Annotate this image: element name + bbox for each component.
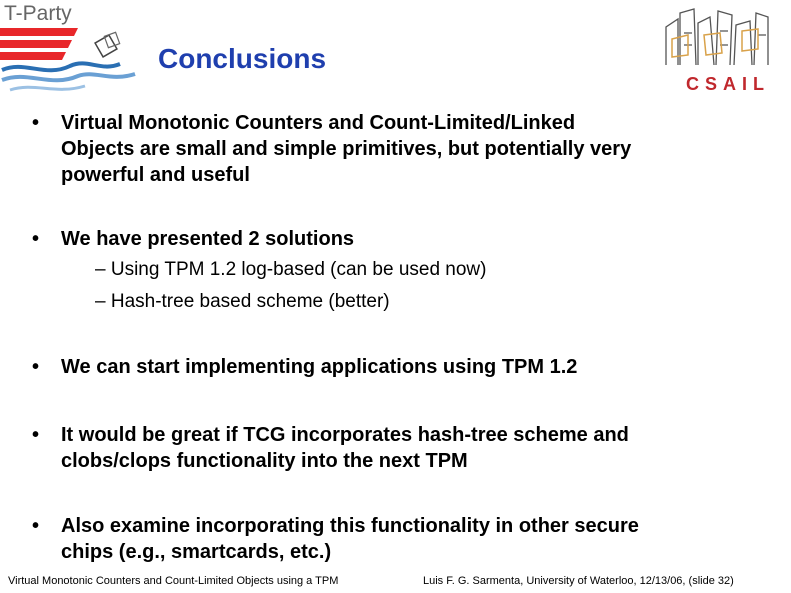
csail-wordmark: CSAIL <box>686 74 770 94</box>
bullet-line: chips (e.g., smartcards, etc.) <box>61 541 332 563</box>
bullet-dot: • <box>32 424 40 446</box>
footer-title: Virtual Monotonic Counters and Count-Limited Objects using a TPM <box>8 575 339 587</box>
bullet-text: We can start implementing applications using TPM 1.2 <box>61 356 578 378</box>
bullet-dot: • <box>32 515 40 537</box>
bullet-text <box>61 422 629 474</box>
bullet-line: Virtual Monotonic Counters and Count-Limited/Linked <box>61 112 576 134</box>
bullet-line: Objects are small and simple primitives, but potentially very <box>61 138 632 160</box>
bullet-dot: • <box>32 356 40 378</box>
sub-bullet: – Hash-tree based scheme (better) <box>95 291 390 312</box>
csail-building-icon <box>658 5 786 75</box>
bullet-text: We have presented 2 solutions <box>61 228 355 250</box>
bullet-dot: • <box>32 228 40 250</box>
bullet-dot: • <box>32 112 40 134</box>
bullet-line: It would be great if TCG incorporates hash-tree scheme and <box>61 424 629 446</box>
sub-bullet: – Using TPM 1.2 log-based (can be used now) <box>95 259 487 280</box>
page-title: Conclusions <box>158 43 327 74</box>
bullet-line: clobs/clops functionality into the next TPM <box>61 450 468 472</box>
bullet-line: Also examine incorporating this functionality in other secure <box>61 515 639 537</box>
tparty-logo <box>0 0 150 100</box>
bullet-text <box>61 513 639 565</box>
tparty-wordmark: T-Party <box>4 2 72 25</box>
bullet-line: powerful and useful <box>61 164 250 186</box>
bullet-text <box>61 110 631 188</box>
footer-author: Luis F. G. Sarmenta, University of Waterloo, 12/13/06, (slide 32) <box>423 575 734 587</box>
